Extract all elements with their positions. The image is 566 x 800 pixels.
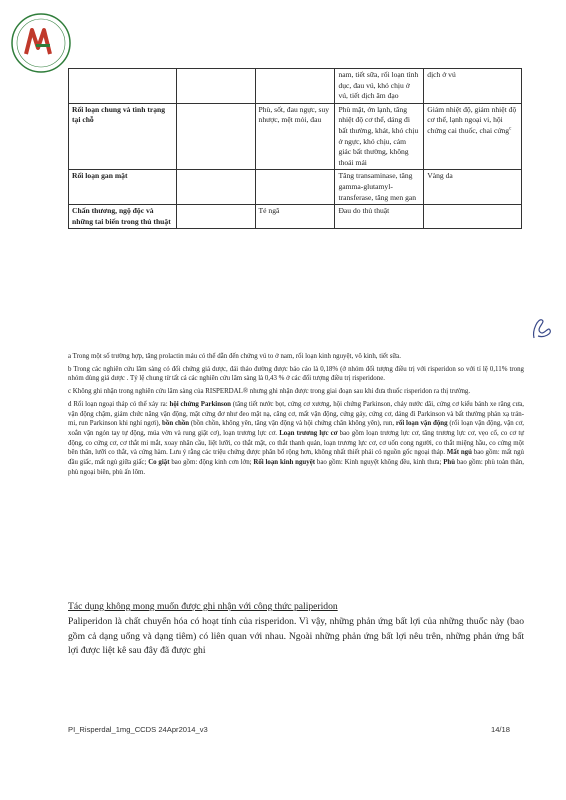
- footnote-text: bao gồm: động kinh cơn lớn;: [169, 459, 254, 467]
- table-cell: [176, 103, 255, 170]
- footnote-c: c Không ghi nhận trong nghiên cứu lâm sàng của RISPERDAL® nhưng ghi nhận được trong giai đoạn sau khi đưa thuốc risperidon ra thị trường.: [68, 388, 471, 396]
- footnote-text: (bồn chồn, không yên, tăng vận động và hội chứng chân không yên), run,: [189, 420, 396, 428]
- footnote-text: bao gồm: Kinh nguyệt không đều, kinh thưa;: [315, 459, 444, 467]
- pharmacy-logo: [8, 10, 74, 76]
- cell-text: Giảm nhiệt độ, giảm nhiệt độ cơ thể, lạnh ngoại vi, hội chứng cai thuốc, chai cứng: [427, 104, 517, 135]
- footnote-text: bao gồm: mất ngủ đầu giấc, mất ngủ giữa giấc;: [68, 449, 524, 467]
- table-row: [69, 69, 522, 104]
- table-cell: [176, 69, 255, 104]
- footnote-text: (tăng tiết nước bọt, cứng cơ xương, hội chứng Parkinson, chảy nước dãi, cứng cơ kiểu bánh xe răng cưa, vận động chậm, giảm chức năng vận động, mặt cứng đơ như đeo mặt nạ, căng cơ, mất vận động, cứng gáy, cứng cơ, dáng đi Parkinson và bất thường phản xạ trán-mi, run Parkinson khi nghỉ ngơi),: [68, 400, 524, 428]
- table-cell: Tăng transaminase, tăng gamma-glutamyl-transferase, tăng men gan: [335, 170, 424, 205]
- table-cell: Phù mặt, ớn lạnh, tăng nhiệt độ cơ thể, dáng đi bất thường, khát, khó chịu ở ngực, khó chịu, cảm giác bất thường, không thoải mái: [335, 103, 424, 170]
- footnote-term: bồn chồn: [162, 420, 190, 428]
- page-number: 14/18: [490, 725, 510, 734]
- footnote-text: bao gồm loạn trương lực cơ, tăng trương lực cơ, vẹo cổ, co cơ tự động, co cứng cơ, cơ thắt mi mắt, xoay nhãn cầu, liệt lưỡi, co thắt mặt, co thắt thanh quản, loạn trương lực cơ, cơ uốn cong người, co thắt miệng hầu, co cứng một bên thân, lưỡi co thắt, và cứng hàm. Lưu ý rằng các triệu chứng được phân bổ rộng hơn, không nhất thiết phải có nguồn gốc ngoại tháp.: [68, 429, 524, 457]
- table-row: [69, 205, 522, 229]
- footnote-ref: c: [509, 126, 512, 132]
- table-cell: Té ngã: [255, 205, 335, 229]
- footnote-term: Co giật: [148, 459, 170, 467]
- footnote-a: a Trong một số trường hợp, tăng prolactin máu có thể dẫn đến chứng vú to ở nam, rối loạn kinh nguyệt, vô kinh, tiết sữa.: [68, 353, 401, 360]
- footnote-b: b Trong các nghiên cứu lâm sàng có đối chứng giả dược, đái tháo đường được báo cáo là 0,18% (ở nhóm đối tượng điều trị với risperidon so với tỉ lệ 0,11% trong nhóm dùng giả dược . Tỷ lệ chung từ tất cả các nghiên cứu lâm sàng là 0,43 % ở các đối tượng điều trị risperidone.: [68, 365, 524, 383]
- page-footer: [68, 725, 510, 734]
- table-cell: [255, 170, 335, 205]
- table-cell: dịch ở vú: [424, 69, 522, 104]
- document-id: PI_Risperdal_1mg_CCDS 24Apr2014_v3: [68, 725, 208, 734]
- footnote-term: Rối loạn kinh nguyệt: [253, 459, 316, 467]
- table-cell: [255, 69, 335, 104]
- footnote-d: [68, 400, 524, 478]
- table-cell: [176, 170, 255, 205]
- table-cell: [255, 103, 335, 170]
- footnote-term: Loạn trương lực cơ: [279, 429, 338, 437]
- table-cell: [424, 205, 522, 229]
- table-row: [69, 170, 522, 205]
- paliperidone-section: [68, 600, 524, 659]
- footnote-term: rối loạn vận động: [395, 420, 448, 428]
- table-cell: nam, tiết sữa, rối loạn tình dục, đau vú, khó chịu ở vú, tiết dịch âm đạo: [335, 69, 424, 104]
- signature-mark: [530, 312, 554, 344]
- section-title: Tác dụng không mong muốn được ghi nhận với công thức paliperidon: [68, 601, 338, 612]
- table-cell: Vàng da: [424, 170, 522, 205]
- table-row: [69, 103, 522, 170]
- cell-text: Phù, sốt, đau ngực, suy nhược, mệt mỏi, đau: [258, 104, 330, 125]
- row-header: Rối loạn gan mật: [69, 170, 177, 205]
- table-cell: [176, 205, 255, 229]
- adverse-effects-table: [68, 68, 522, 229]
- logo-mark: [26, 30, 50, 54]
- footnote-text: (rối loạn vận động, vặn cơ, xoắn vặn ngón tay tự động, múa vờn và rung giật cơ), loạn trương lực cơ.: [68, 420, 524, 437]
- footnote-term: Phù: [443, 459, 456, 467]
- row-header: Rối loạn chung và tình trạng tại chỗ: [69, 103, 177, 170]
- table-cell: [424, 103, 522, 170]
- footnote-term: hội chứng Parkinson: [169, 400, 231, 408]
- table-cell: [69, 69, 177, 104]
- row-header: Chấn thương, ngộ độc và những tai biến trong thủ thuật: [69, 205, 177, 229]
- table-cell: Đau do thủ thuật: [335, 205, 424, 229]
- footnotes: [68, 352, 524, 480]
- footnote-text: bao gồm: phù toàn thân, phù ngoại biên, phù ấn lõm.: [68, 459, 524, 476]
- section-body: Paliperidon là chất chuyển hóa có hoạt tính của risperidon. Vì vậy, những phản ứng bất lợi của những thuốc này (bao gồm cả dạng uống và dạng tiêm) có liên quan với nhau. Ngoài những phản ứng bất lợi nêu trên, những phản ứng bất lợi được liệt kê sau đây đã được ghi: [68, 616, 524, 657]
- footnote-text: d Rối loạn ngoại tháp có thể xảy ra:: [68, 400, 170, 408]
- footnote-term: Mất ngủ: [446, 449, 472, 457]
